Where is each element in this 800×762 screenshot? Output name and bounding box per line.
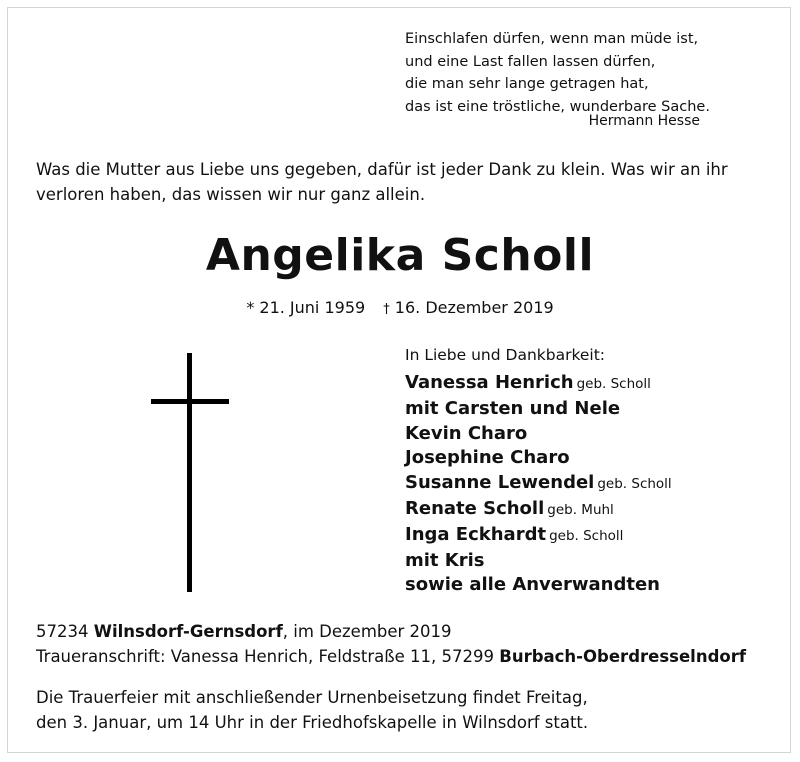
mourner-row [405,422,672,447]
poem-line: das ist eine tröstliche, wunderbare Sache. [405,98,710,115]
mourners-lead: In Liebe und Dankbarkeit: [405,346,606,364]
place-zip: 57234 [36,622,89,641]
mourner-name: mit Carsten und Nele [405,397,621,419]
address-line [36,644,776,669]
mourner-name: Susanne Lewendel [405,472,595,494]
intro-line: Was die Mutter aus Liebe uns gegeben, dafür ist jeder Dank zu klein. Was wir an ihr [36,160,728,179]
mourner-row [405,523,672,549]
mourner-name: Kevin Charo [405,422,528,444]
poem-line: und eine Last fallen lassen dürfen, [405,53,656,70]
mourners-list [405,346,672,598]
mourner-row [405,549,672,574]
funeral-info [36,685,776,735]
mourner-row [405,573,672,598]
mourner-name: Vanessa Henrich [405,372,574,393]
birth-date: * 21. Juni 1959 [246,298,366,317]
mourner-name: Inga Eckhardt [405,523,547,545]
funeral-line: den 3. Januar, um 14 Uhr in der Friedhofskapelle in Wilnsdorf statt. [36,713,589,732]
place-town: Wilnsdorf-Gernsdorf [93,622,283,641]
mourner-row [405,497,672,523]
death-symbol: † [383,302,390,317]
intro-line: verloren haben, das wissen wir nur ganz allein. [36,185,426,204]
poem [405,28,710,118]
place-date: , im Dezember 2019 [282,622,452,641]
mourner-note: geb. Scholl [597,476,672,493]
death-date: 16. Dezember 2019 [394,298,554,317]
mourner-name: Josephine Charo [405,447,570,469]
life-dates [0,298,800,317]
mourner-row [405,397,672,422]
mourner-row [405,446,672,471]
place-and-address [36,619,776,669]
mourner-row [405,471,672,497]
mourner-note: geb. Muhl [547,501,614,518]
intro-text [36,157,776,207]
deceased-name: Angelika Scholl [205,230,595,281]
poem-line: Einschlafen dürfen, wenn man müde ist, [405,31,699,47]
address-town: Burbach-Oberdresselndorf [499,647,747,666]
mourner-row [405,371,672,397]
cross-icon-bar [151,399,229,404]
poem-author: Hermann Hesse [588,113,700,129]
mourner-note: geb. Scholl [576,376,651,392]
mourner-note: geb. Scholl [549,527,624,544]
funeral-line: Die Trauerfeier mit anschließender Urnenbeisetzung findet Freitag, [36,688,588,707]
mourner-name: sowie alle Anverwandten [405,574,660,596]
place-line [36,619,776,644]
cross-icon [187,353,192,592]
poem-line: die man sehr lange getragen hat, [405,76,649,92]
mourner-name: Renate Scholl [405,497,545,519]
address-prefix: Traueranschrift: Vanessa Henrich, Feldstraße 11, 57299 [36,647,494,666]
mourner-name: mit Kris [405,549,485,571]
